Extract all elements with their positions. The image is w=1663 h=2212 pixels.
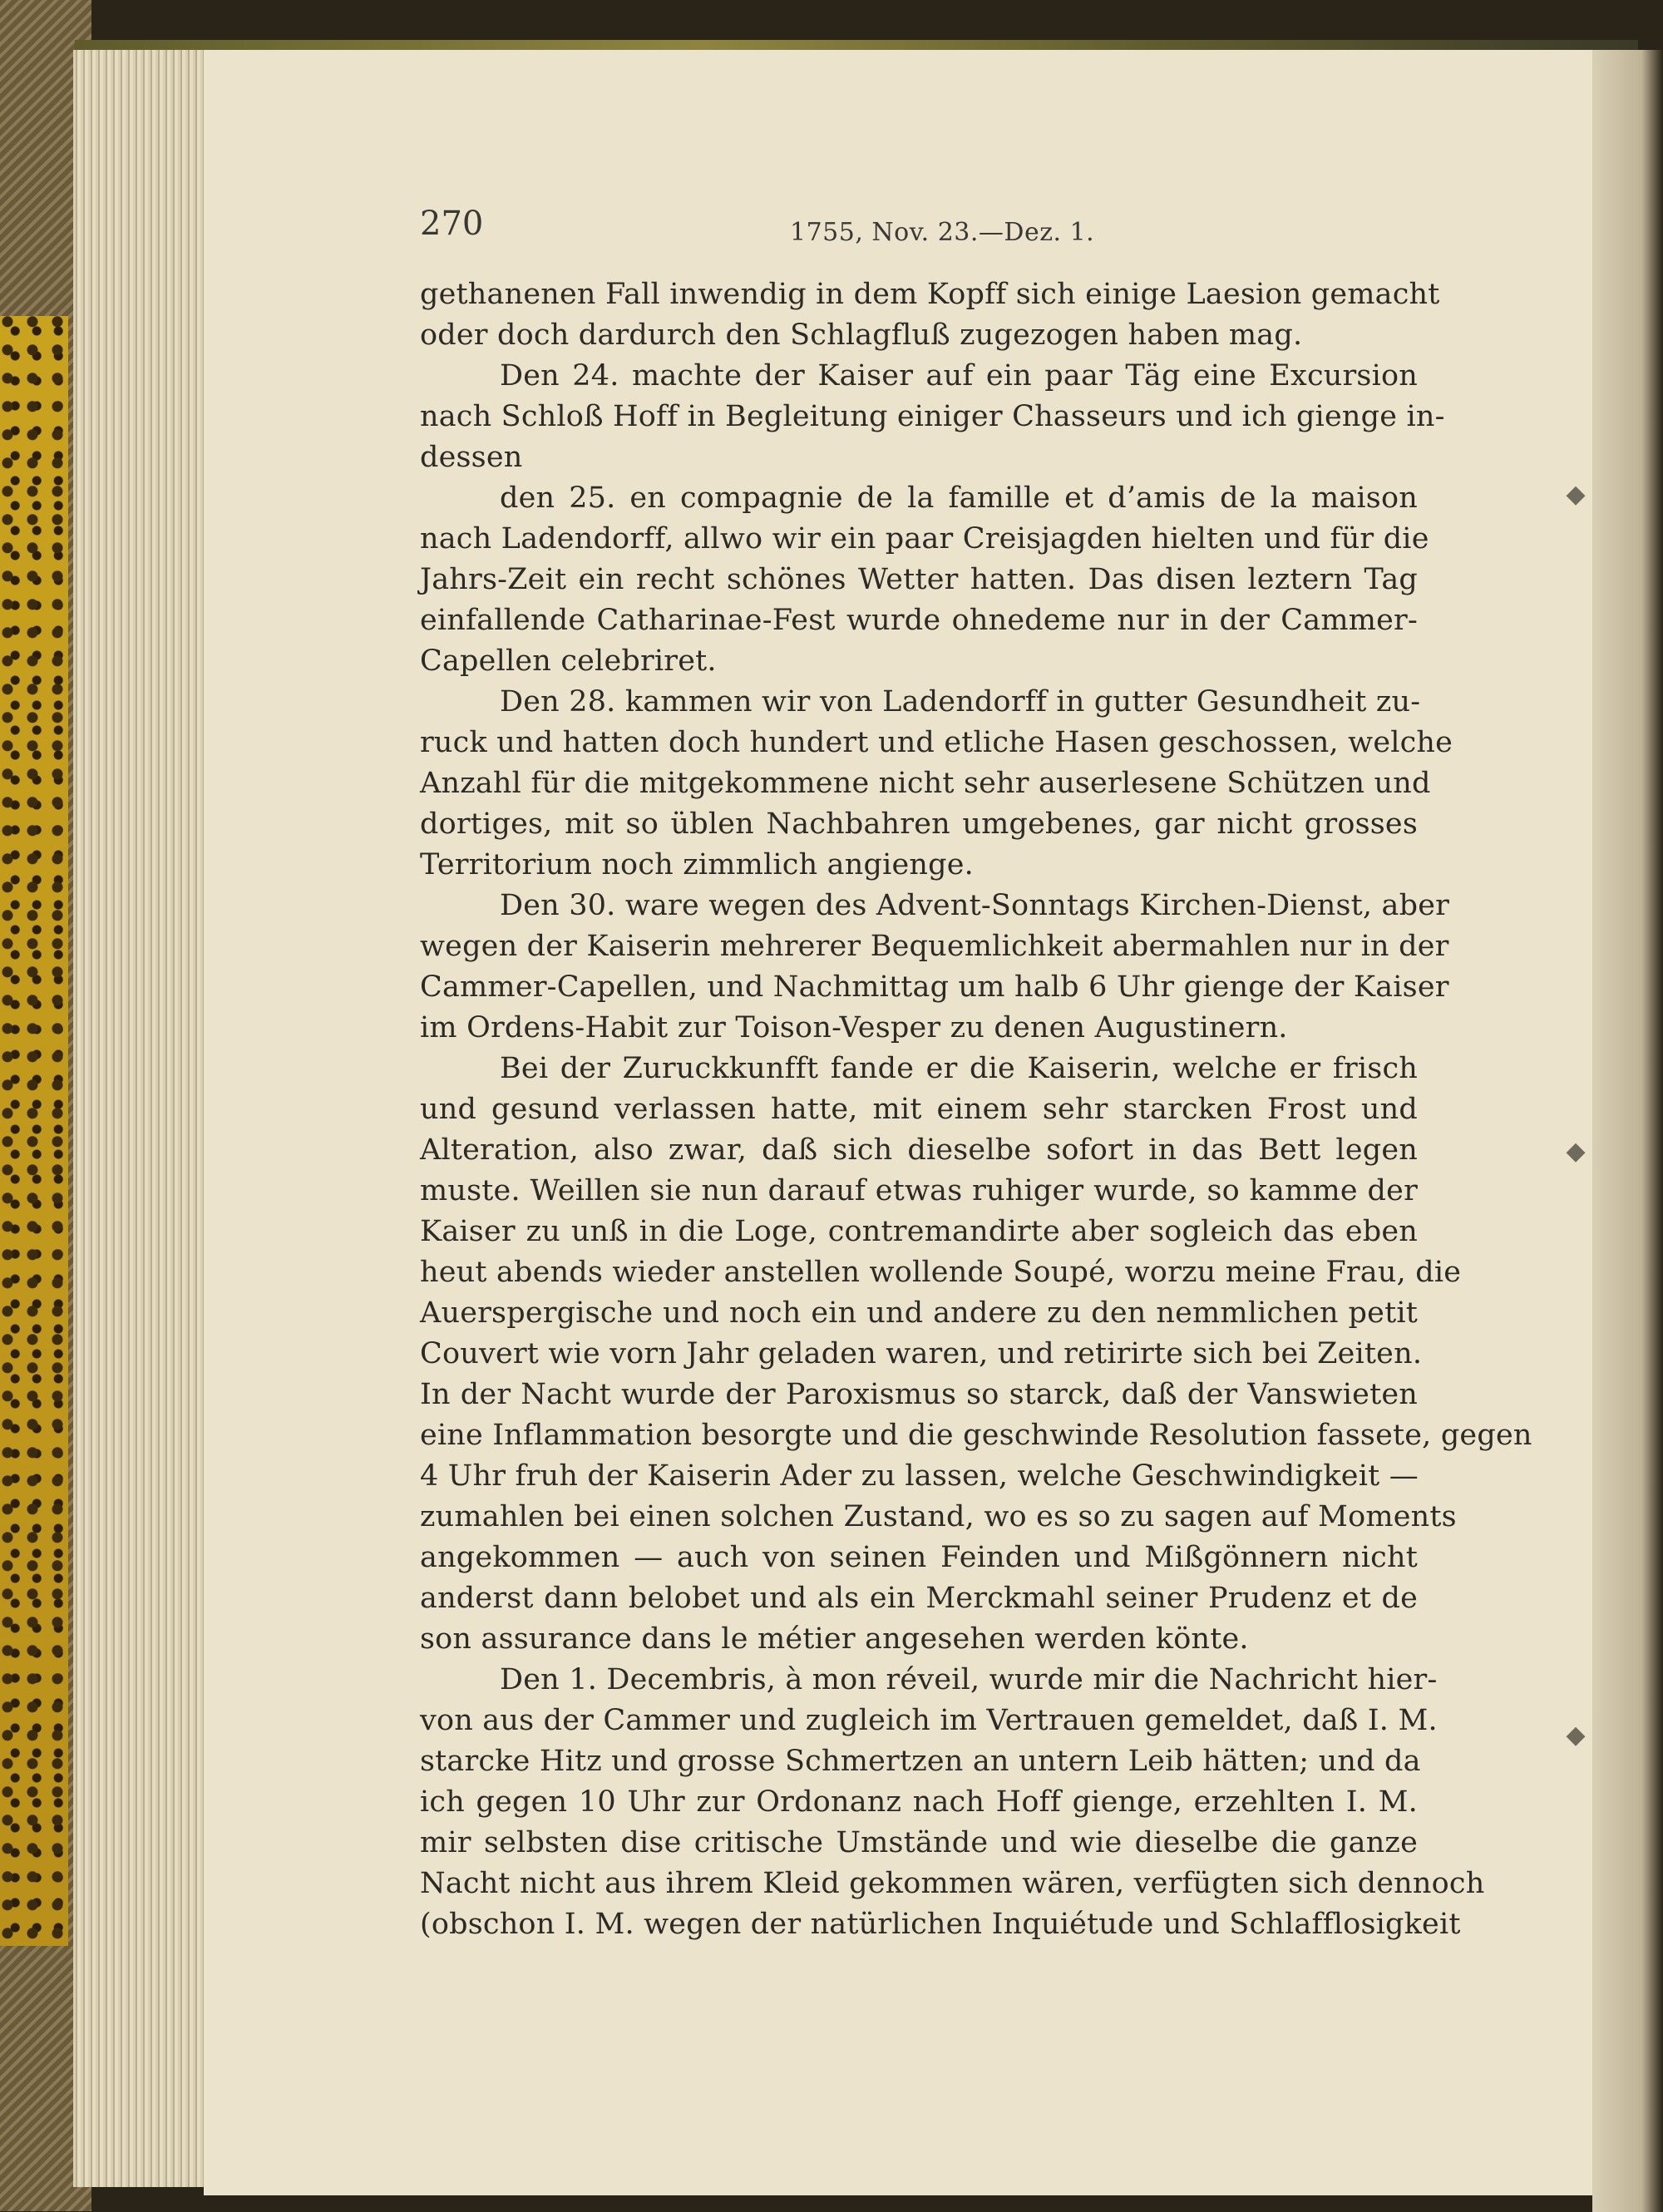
body-text <box>420 274 1532 1945</box>
text-line: zumahlen bei einen solchen Zustand, wo es so zu sagen auf Moments <box>420 1500 1457 1533</box>
text-line: Alteration, also zwar, daß sich dieselbe sofort in das Bett legen <box>420 1133 1418 1167</box>
text-line: 4 Uhr fruh der Kaiserin Ader zu lassen, welche Geschwindigkeit — <box>420 1459 1419 1493</box>
text-line: einfallende Catharinae-Fest wurde ohnedeme nur in der Cammer- <box>420 604 1418 637</box>
text-line: angekommen — auch von seinen Feinden und Mißgönnern nicht <box>420 1541 1418 1574</box>
text-line: Cammer-Capellen, und Nachmittag um halb 6 Uhr gienge der Kaiser <box>420 970 1449 1004</box>
text-line: dortiges, mit so üblen Nachbahren umgebenes, gar nicht grosses <box>420 807 1418 841</box>
marbled-endpaper <box>0 316 68 1946</box>
page-marker-icon: ◆ <box>1566 480 1586 509</box>
page-stack-edge <box>73 50 206 2187</box>
text-line: anderst dann belobet und als ein Merckmahl seiner Prudenz et de <box>420 1582 1418 1615</box>
text-line: son assurance dans le métier angesehen werden könte. <box>420 1622 1249 1656</box>
text-line: nach Schloß Hoff in Begleitung einiger Chasseurs und ich gienge in- <box>420 400 1445 433</box>
text-line: den 25. en compagnie de la famille et d’amis de la maison <box>500 481 1418 515</box>
page-header <box>420 205 1418 254</box>
facing-page-edge <box>1592 50 1663 2212</box>
text-line: Capellen celebriret. <box>420 644 717 678</box>
text-line: oder doch dardurch den Schlagfluß zugezogen haben mag. <box>420 318 1303 352</box>
text-line: Den 24. machte der Kaiser auf ein paar Täg eine Excursion <box>500 359 1418 393</box>
text-line: gethanenen Fall inwendig in dem Kopff sich einige Laesion gemacht <box>420 278 1440 311</box>
text-line: mir selbsten dise critische Umstände und wie dieselbe die ganze <box>420 1826 1418 1859</box>
text-line: eine Inflammation besorgte und die geschwinde Resolution fassete, gegen <box>420 1419 1532 1452</box>
page-marker-icon: ◆ <box>1566 1721 1586 1750</box>
text-line: im Ordens-Habit zur Toison-Vesper zu denen Augustinern. <box>420 1011 1288 1044</box>
text-line: Den 28. kammen wir von Ladendorff in gutter Gesundheit zu- <box>500 685 1421 718</box>
text-line: nach Ladendorff, allwo wir ein paar Creisjagden hielten und für die <box>420 522 1429 555</box>
text-line: In der Nacht wurde der Paroxismus so starck, daß der Vanswieten <box>420 1378 1418 1411</box>
text-line: Kaiser zu unß in die Loge, contremandirte aber sogleich das eben <box>420 1215 1418 1248</box>
text-line: ruck und hatten doch hundert und etliche Hasen geschossen, welche <box>420 726 1453 759</box>
text-line: Den 30. ware wegen des Advent-Sonntags Kirchen-Dienst, aber <box>500 889 1450 922</box>
text-line: wegen der Kaiserin mehrerer Bequemlichkeit abermahlen nur in der <box>420 930 1449 963</box>
text-line: heut abends wieder anstellen wollende Soupé, worzu meine Frau, die <box>420 1256 1462 1289</box>
text-line: Nacht nicht aus ihrem Kleid gekommen wären, verfügten sich dennoch <box>420 1867 1485 1900</box>
text-line: (obschon I. M. wegen der natürlichen Inquiétude und Schlafflosigkeit <box>420 1908 1461 1941</box>
text-line: Den 1. Decembris, à mon réveil, wurde mir die Nachricht hier- <box>500 1663 1438 1696</box>
page-number: 270 <box>420 205 484 243</box>
text-line: Couvert wie vorn Jahr geladen waren, und retirirte sich bei Zeiten. <box>420 1337 1423 1370</box>
text-line: starcke Hitz und grosse Schmertzen an untern Leib hätten; und da <box>420 1745 1421 1778</box>
text-line: ich gegen 10 Uhr zur Ordonanz nach Hoff gienge, erzehlten I. M. <box>420 1785 1418 1819</box>
running-head: 1755, Nov. 23.—Dez. 1. <box>790 218 1095 247</box>
text-line: Territorium noch zimmlich angienge. <box>420 848 974 881</box>
text-line: Anzahl für die mitgekommene nicht sehr auserlesene Schützen und <box>420 767 1431 800</box>
page-marker-icon: ◆ <box>1566 1137 1586 1166</box>
text-line: und gesund verlassen hatte, mit einem sehr starcken Frost und <box>420 1093 1418 1126</box>
text-line: dessen <box>420 441 523 474</box>
text-line: Jahrs-Zeit ein recht schönes Wetter hatten. Das disen leztern Tag <box>420 563 1418 596</box>
text-line: Auerspergische und noch ein und andere zu den nemmlichen petit <box>420 1296 1418 1330</box>
text-line: von aus der Cammer und zugleich im Vertrauen gemeldet, daß I. M. <box>420 1704 1438 1737</box>
text-line: muste. Weillen sie nun darauf etwas ruhiger wurde, so kamme der <box>420 1174 1418 1207</box>
text-line: Bei der Zuruckkunfft fande er die Kaiserin, welche er frisch <box>500 1052 1418 1085</box>
